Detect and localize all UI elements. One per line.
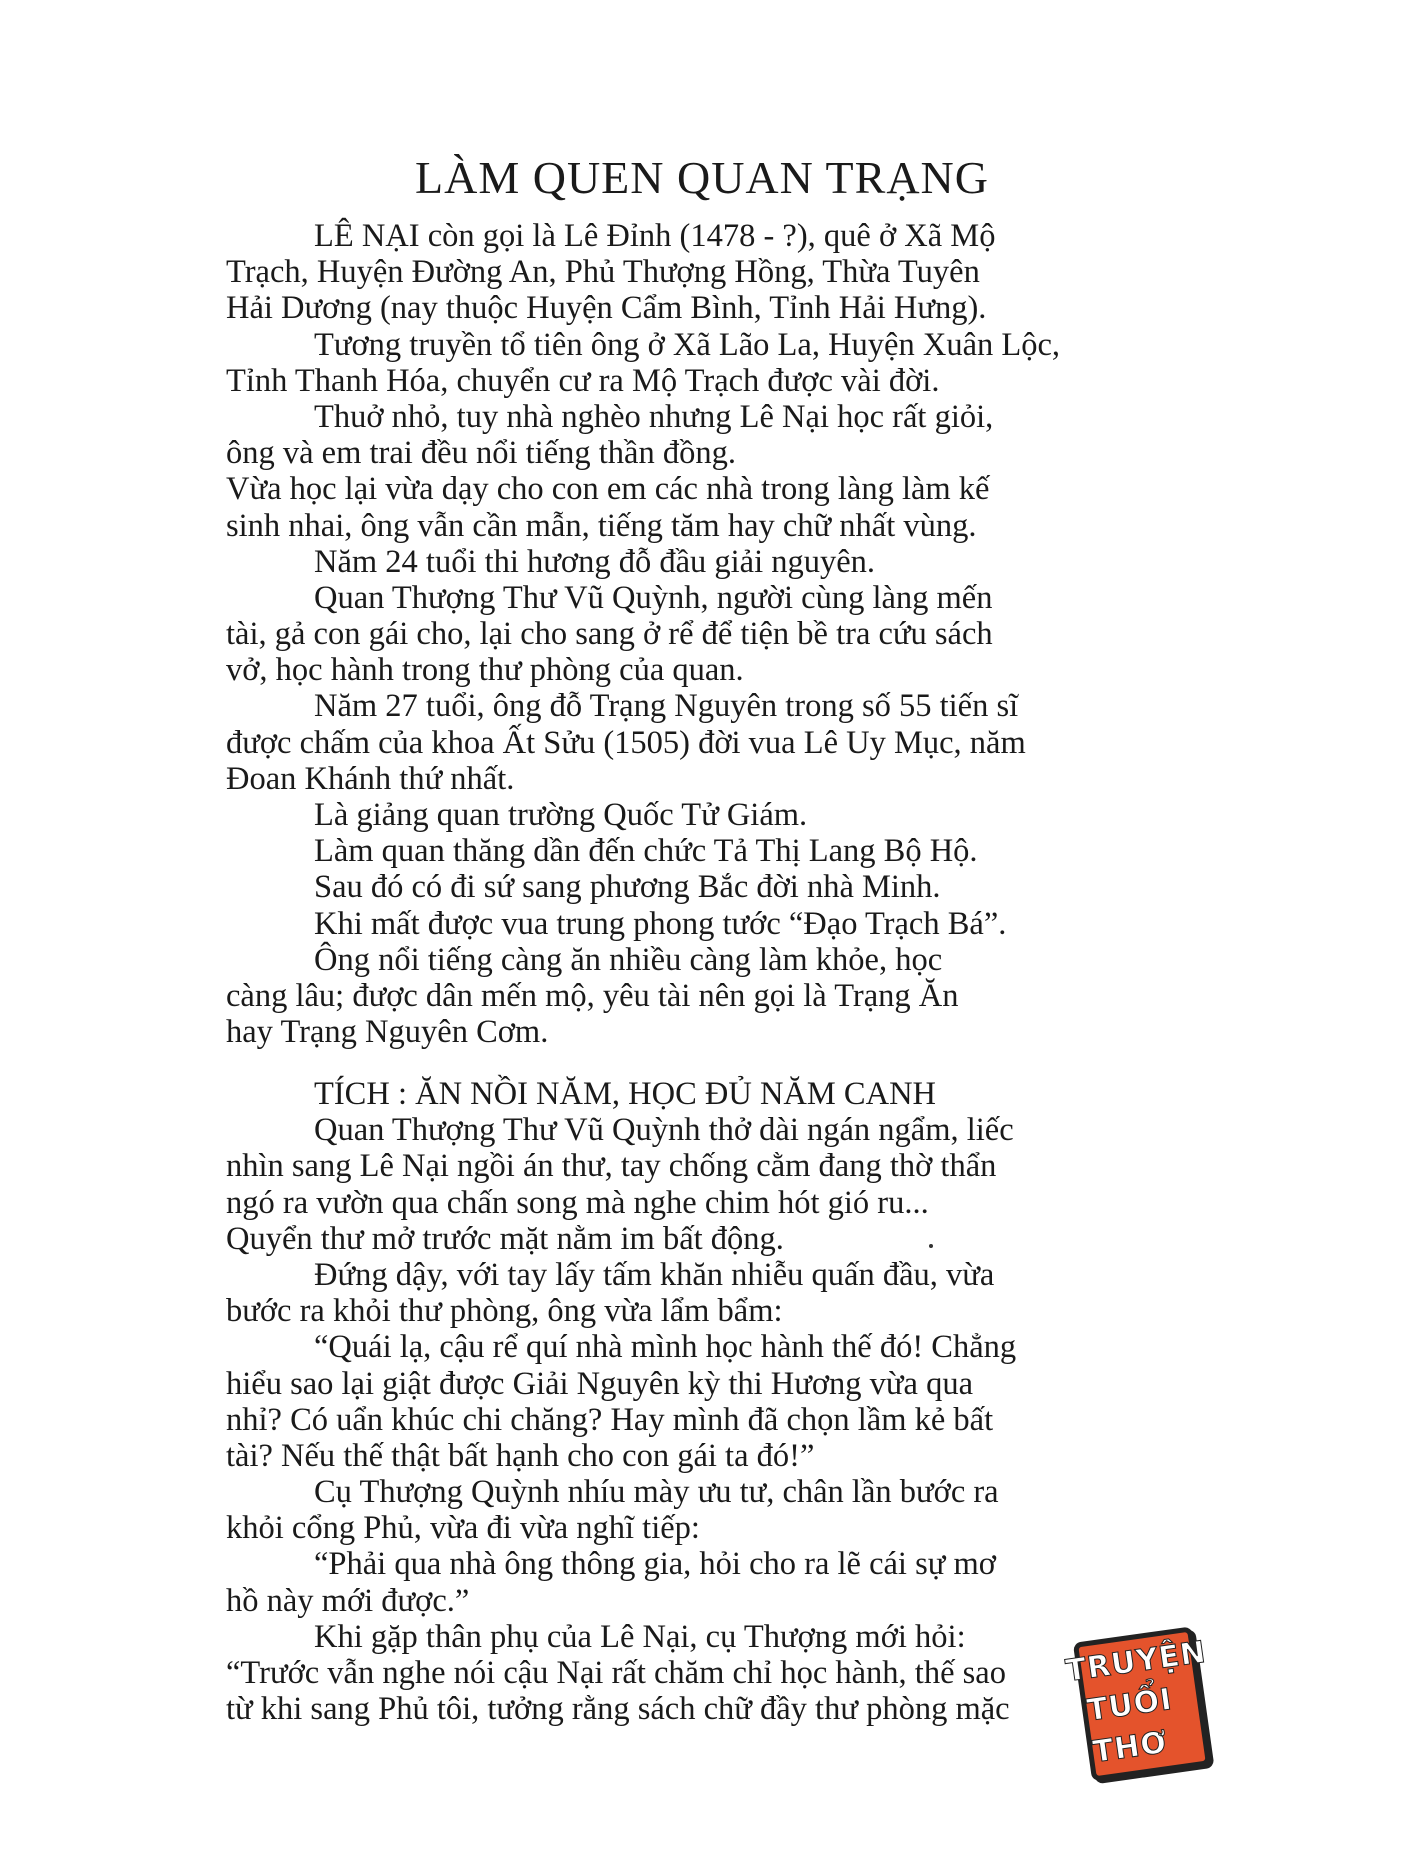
text-line: vở, học hành trong thư phòng của quan.: [226, 652, 744, 689]
text-line: Trạch, Huyện Đường An, Phủ Thượng Hồng, Thừa Tuyên: [226, 254, 980, 291]
text-line: “Trước vẫn nghe nói cậu Nại rất chăm chỉ học hành, thế sao: [226, 1655, 1006, 1691]
text-line: Năm 27 tuổi, ông đỗ Trạng Nguyên trong số 55 tiến sĩ: [314, 688, 1019, 725]
watermark-line-2: TUỔI THƠ: [1085, 1681, 1175, 1771]
text-line: Cụ Thượng Quỳnh nhíu mày ưu tư, chân lần bước ra: [314, 1474, 999, 1511]
text-line: bước ra khỏi thư phòng, ông vừa lẩm bẩm:: [226, 1293, 783, 1330]
text-line: Sau đó có đi sứ sang phương Bắc đời nhà Minh.: [314, 869, 941, 906]
text-line: Vừa học lại vừa dạy cho con em các nhà trong làng làm kế: [226, 471, 990, 508]
text-line: Quan Thượng Thư Vũ Quỳnh thở dài ngán ngẩm, liếc: [314, 1112, 1014, 1149]
text-line: Hải Dương (nay thuộc Huyện Cẩm Bình, Tỉnh Hải Hưng).: [226, 290, 987, 327]
text-line: “Quái lạ, cậu rể quí nhà mình học hành thế đó! Chẳng: [314, 1329, 1017, 1366]
text-line: ông và em trai đều nổi tiếng thần đồng.: [226, 435, 736, 472]
text-line: được chấm của khoa Ất Sửu (1505) đời vua Lê Uy Mục, năm: [226, 724, 1026, 761]
story-text: [226, 1112, 1176, 1727]
text-line: khỏi cổng Phủ, vừa đi vừa nghĩ tiếp:: [226, 1510, 700, 1547]
text-line: Làm quan thăng dần đến chức Tả Thị Lang Bộ Hộ.: [314, 833, 978, 870]
text-line: Là giảng quan trường Quốc Tử Giám.: [314, 797, 808, 833]
text-line: sinh nhai, ông vẫn cần mẫn, tiếng tăm hay chữ nhất vùng.: [226, 507, 977, 544]
text-line: hồ này mới được.”: [226, 1582, 470, 1619]
text-line: Khi mất được vua trung phong tước “Đạo Trạch Bá”.: [314, 905, 1007, 942]
text-line: Ông nổi tiếng càng ăn nhiều càng làm khỏe, học: [314, 941, 943, 978]
section-heading: TÍCH : ĂN NỒI NĂM, HỌC ĐỦ NĂM CANH: [314, 1076, 937, 1112]
text-line: hay Trạng Nguyên Cơm.: [226, 1014, 549, 1051]
watermark-stamp: [1063, 1626, 1211, 1781]
text-line: nhỉ? Có uẩn khúc chi chăng? Hay mình đã chọn lầm kẻ bất: [226, 1401, 994, 1438]
text-line: tài, gả con gái cho, lại cho sang ở rể để tiện bề tra cứu sách: [226, 616, 993, 653]
text-line: càng lâu; được dân mến mộ, yêu tài nên gọi là Trạng Ăn: [226, 977, 959, 1014]
text-line: tài? Nếu thế thật bất hạnh cho con gái ta đó!”: [226, 1437, 815, 1474]
text-line: Đoan Khánh thứ nhất.: [226, 760, 515, 797]
text-line: Quyển thư mở trước mặt nằm im bất động.: [226, 1220, 784, 1257]
text-line: Quan Thượng Thư Vũ Quỳnh, người cùng làng mến: [314, 579, 993, 616]
page-title: LÀM QUEN QUAN TRẠNG: [415, 152, 989, 203]
text-line: ngó ra vườn qua chấn song mà nghe chim hót gió ru...: [226, 1184, 929, 1221]
text-line: nhìn sang Lê Nại ngồi án thư, tay chống cằm đang thờ thẩn: [226, 1148, 997, 1185]
text-line: “Phải qua nhà ông thông gia, hỏi cho ra lẽ cái sự mơ: [314, 1546, 996, 1583]
body-text: [226, 218, 1176, 1050]
story-section: [226, 1076, 1176, 1727]
print-speck: [929, 1244, 933, 1248]
text-line: hiểu sao lại giật được Giải Nguyên kỳ thi Hương vừa qua: [226, 1365, 973, 1402]
text-line: Tỉnh Thanh Hóa, chuyển cư ra Mộ Trạch được vài đời.: [226, 362, 940, 399]
watermark-line-1: TRUYỆN: [1063, 1634, 1209, 1690]
text-line: Thuở nhỏ, tuy nhà nghèo nhưng Lê Nại học rất giỏi,: [314, 398, 994, 435]
text-line: LÊ NẠI còn gọi là Lê Đỉnh (1478 - ?), quê ở Xã Mộ: [314, 218, 996, 254]
text-line: từ khi sang Phủ tôi, tưởng rằng sách chữ đầy thư phòng mặc: [226, 1691, 1010, 1728]
text-line: Tương truyền tổ tiên ông ở Xã Lão La, Huyện Xuân Lộc,: [314, 326, 1061, 363]
text-line: Năm 24 tuổi thi hương đỗ đầu giải nguyên.: [314, 543, 876, 580]
text-line: Khi gặp thân phụ của Lê Nại, cụ Thượng mới hỏi:: [314, 1618, 966, 1655]
text-line: Đứng dậy, với tay lấy tấm khăn nhiễu quấn đầu, vừa: [314, 1256, 995, 1293]
